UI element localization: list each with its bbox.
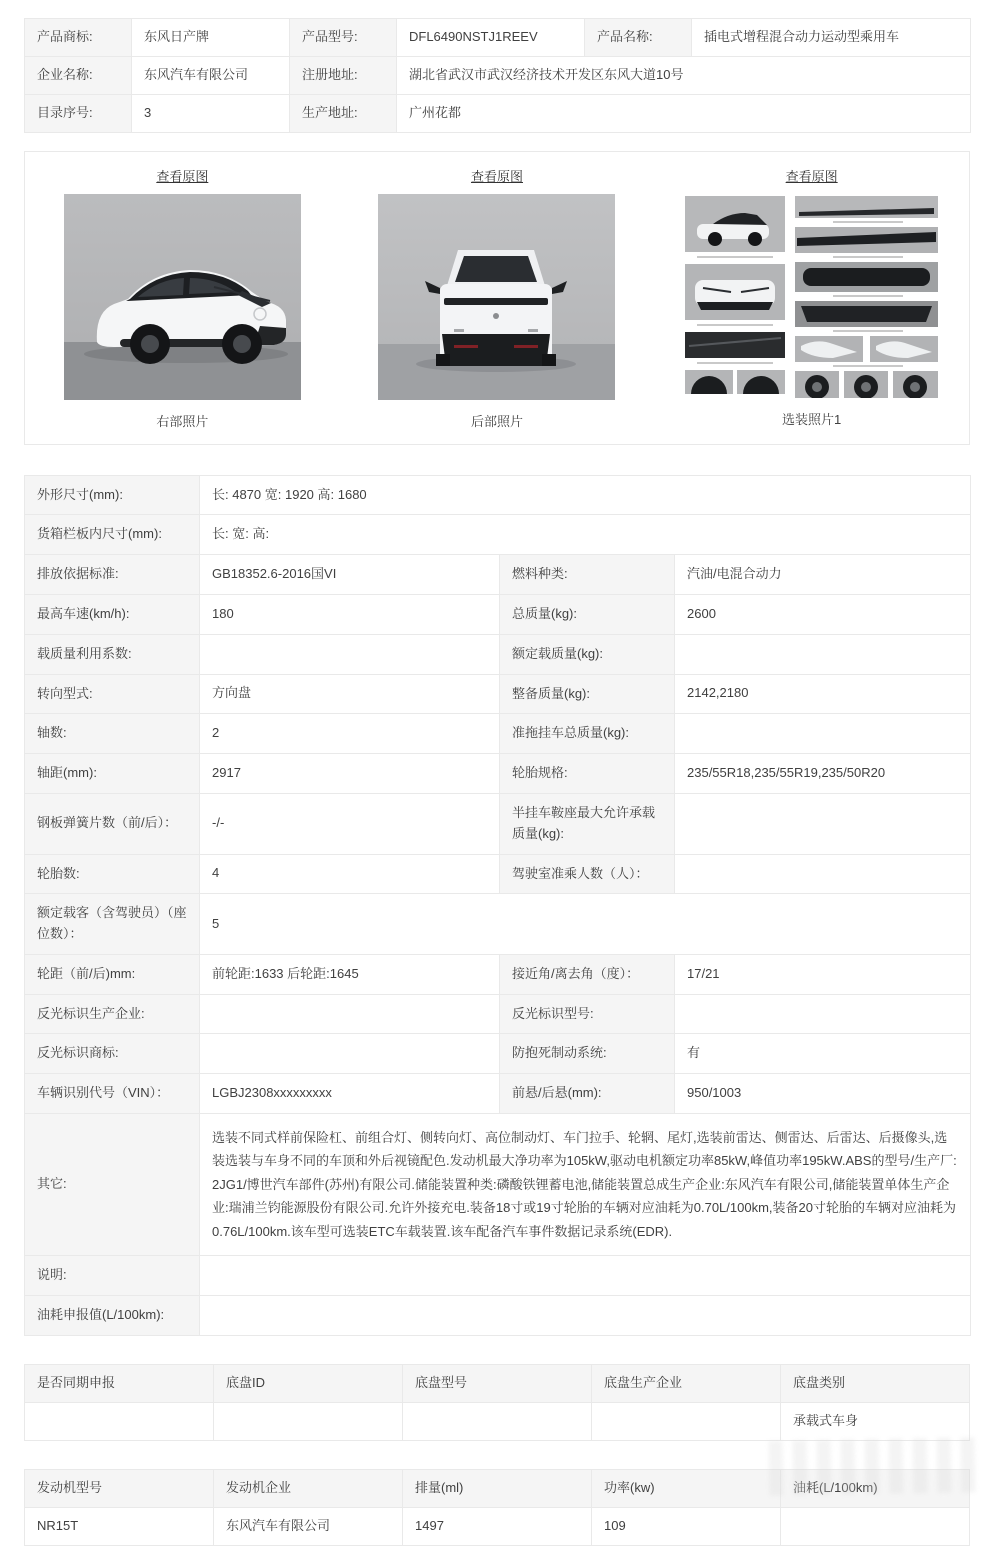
- chassis-header-model: 底盘型号: [403, 1364, 592, 1402]
- rated-passengers-label: 额定载客（含驾驶员）（座位数）：: [25, 894, 200, 955]
- reflective-marking-brand-label: 反光标识商标:: [25, 1034, 200, 1074]
- tire-count-label: 轮胎数:: [25, 854, 200, 894]
- max-speed-value: 180: [200, 594, 500, 634]
- wheelbase-value: 2917: [200, 754, 500, 794]
- photo-column-side: [25, 158, 340, 430]
- reflective-marking-model-value: [675, 994, 971, 1034]
- chassis-category-value: 承载式车身: [781, 1402, 970, 1440]
- abs-value: 有: [675, 1034, 971, 1074]
- table-row: [25, 954, 971, 994]
- table-row: [25, 854, 971, 894]
- optional-collage-photo[interactable]: [683, 194, 940, 398]
- tire-spec-label: 轮胎规格:: [500, 754, 675, 794]
- emission-standard-label: 排放依据标准:: [25, 555, 200, 595]
- engine-table: [24, 1469, 970, 1546]
- fuel-consumption-declared-label: 油耗申报值(L/100km):: [25, 1295, 200, 1335]
- chassis-same-period-value: [25, 1402, 214, 1440]
- table-row: [25, 19, 971, 57]
- table-row: [25, 1507, 970, 1545]
- engine-maker-value: 东风汽车有限公司: [214, 1507, 403, 1545]
- vehicle-photos-section: [24, 151, 970, 445]
- vin-label: 车辆识别代号（VIN）：: [25, 1074, 200, 1114]
- engine-header-fuel-consumption: 油耗(L/100km): [781, 1469, 970, 1507]
- table-row: [25, 894, 971, 955]
- chassis-maker-value: [592, 1402, 781, 1440]
- reflective-marking-model-label: 反光标识型号:: [500, 994, 675, 1034]
- table-row: [25, 56, 971, 94]
- other-label: 其它:: [25, 1114, 200, 1256]
- photo-caption: 后部照片: [470, 413, 523, 429]
- engine-header-maker: 发动机企业: [214, 1469, 403, 1507]
- cab-seating-label: 驾驶室准乘人数（人）：: [500, 854, 675, 894]
- axle-count-label: 轴数:: [25, 714, 200, 754]
- steering-type-value: 方向盘: [200, 674, 500, 714]
- fuel-type-label: 燃料种类:: [500, 555, 675, 595]
- load-utilization-label: 载质量利用系数:: [25, 634, 200, 674]
- vin-value: LGBJ2308xxxxxxxxx: [200, 1074, 500, 1114]
- engine-power-value: 109: [592, 1507, 781, 1545]
- engine-fuel-consumption-value: [781, 1507, 970, 1545]
- remarks-label: 说明:: [25, 1256, 200, 1296]
- curb-mass-label: 整备质量(kg):: [500, 674, 675, 714]
- emission-standard-value: GB18352.6-2016国VI: [200, 555, 500, 595]
- table-row: [25, 1295, 971, 1335]
- table-row: [25, 1402, 970, 1440]
- trailer-mass-label: 准拖挂车总质量(kg):: [500, 714, 675, 754]
- model-label: 产品型号:: [290, 19, 397, 57]
- side-photo[interactable]: [64, 194, 301, 400]
- table-row: [25, 793, 971, 854]
- chassis-header-same-period: 是否同期申报: [25, 1364, 214, 1402]
- leaf-spring-value: -/-: [200, 793, 500, 854]
- production-address-label: 生产地址:: [290, 94, 397, 132]
- load-utilization-value: [200, 634, 500, 674]
- gross-mass-value: 2600: [675, 594, 971, 634]
- table-row: [25, 515, 971, 555]
- trailer-mass-value: [675, 714, 971, 754]
- leaf-spring-label: 钢板弹簧片数（前/后）：: [25, 793, 200, 854]
- table-row: [25, 594, 971, 634]
- table-row: [25, 1074, 971, 1114]
- table-row: [25, 94, 971, 132]
- table-row: [25, 1114, 971, 1256]
- brand-label: 产品商标:: [25, 19, 132, 57]
- table-row: [25, 1034, 971, 1074]
- production-address-value: 广州花都: [397, 94, 971, 132]
- abs-label: 防抱死制动系统:: [500, 1034, 675, 1074]
- table-row: [25, 634, 971, 674]
- product-identity-table: [24, 18, 971, 133]
- view-original-link[interactable]: 查看原图: [785, 168, 838, 184]
- engine-model-value: NR15T: [25, 1507, 214, 1545]
- tire-count-value: 4: [200, 854, 500, 894]
- cargo-box-dimensions-value: 长: 宽: 高:: [200, 515, 971, 555]
- photo-column-optional: [654, 158, 969, 430]
- brand-value: 东风日产牌: [132, 19, 290, 57]
- product-name-label: 产品名称:: [585, 19, 692, 57]
- max-speed-label: 最高车速(km/h):: [25, 594, 200, 634]
- saddle-load-value: [675, 793, 971, 854]
- track-width-label: 轮距（前/后)mm:: [25, 954, 200, 994]
- approach-angle-value: 17/21: [675, 954, 971, 994]
- view-original-link[interactable]: 查看原图: [470, 168, 523, 184]
- table-row: [25, 754, 971, 794]
- table-row: [25, 994, 971, 1034]
- dimensions-label: 外形尺寸(mm):: [25, 475, 200, 515]
- catalog-number-value: 3: [132, 94, 290, 132]
- engine-header-displacement: 排量(ml): [403, 1469, 592, 1507]
- cab-seating-value: [675, 854, 971, 894]
- tire-spec-value: 235/55R18,235/55R19,235/50R20: [675, 754, 971, 794]
- dimensions-value: 长: 4870 宽: 1920 高: 1680: [200, 475, 971, 515]
- other-value: 选装不同式样前保险杠、前组合灯、侧转向灯、高位制动灯、车门拉手、轮辋、尾灯,选装前雷达、侧雷达、后雷达、后摄像头,选装选装与车身不同的车顶和外后视镜配色.发动机最大净功率为105kW,驱动电机额定功率85kW,峰值功率195kW.ABS的型号/生产厂:2JG1/博世汽车部件(苏州)有限公司.储能装置种类:磷酸铁锂蓄电池,储能装置总成生产企业:东风汽车有限公司,储能装置单体生产企业:瑞浦兰钧能源股份有限公司.允许外接充电.装备18寸或19寸轮胎的车辆对应油耗为0.70L/100km,装备20寸轮胎的车辆对应油耗为0.76L/100km.该车型可选装ETC车载装置.该车配备汽车事件数据记录系统(EDR).: [200, 1114, 971, 1256]
- reflective-marking-brand-value: [200, 1034, 500, 1074]
- table-row: [25, 1364, 970, 1402]
- registered-address-label: 注册地址:: [290, 56, 397, 94]
- cargo-box-dimensions-label: 货箱栏板内尺寸(mm):: [25, 515, 200, 555]
- rated-passengers-value: 5: [200, 894, 971, 955]
- chassis-header-id: 底盘ID: [214, 1364, 403, 1402]
- remarks-value: [200, 1256, 971, 1296]
- registered-address-value: 湖北省武汉市武汉经济技术开发区东风大道10号: [397, 56, 971, 94]
- company-label: 企业名称:: [25, 56, 132, 94]
- chassis-header-maker: 底盘生产企业: [592, 1364, 781, 1402]
- specification-table: [24, 475, 971, 1336]
- model-value: DFL6490NSTJ1REEV: [397, 19, 585, 57]
- rated-load-value: [675, 634, 971, 674]
- gross-mass-label: 总质量(kg):: [500, 594, 675, 634]
- engine-header-model: 发动机型号: [25, 1469, 214, 1507]
- curb-mass-value: 2142,2180: [675, 674, 971, 714]
- table-row: [25, 674, 971, 714]
- chassis-id-value: [214, 1402, 403, 1440]
- rated-load-label: 额定载质量(kg):: [500, 634, 675, 674]
- steering-type-label: 转向型式:: [25, 674, 200, 714]
- table-row: [25, 555, 971, 595]
- wheelbase-label: 轴距(mm):: [25, 754, 200, 794]
- engine-displacement-value: 1497: [403, 1507, 592, 1545]
- fuel-consumption-declared-value: [200, 1295, 971, 1335]
- chassis-table: [24, 1364, 970, 1441]
- overhang-label: 前悬/后悬(mm):: [500, 1074, 675, 1114]
- table-row: [25, 475, 971, 515]
- chassis-header-category: 底盘类别: [781, 1364, 970, 1402]
- photo-caption: 选装照片1: [782, 411, 842, 427]
- table-row: [25, 1469, 970, 1507]
- reflective-marking-maker-value: [200, 994, 500, 1034]
- reflective-marking-maker-label: 反光标识生产企业:: [25, 994, 200, 1034]
- engine-header-power: 功率(kw): [592, 1469, 781, 1507]
- product-name-value: 插电式增程混合动力运动型乘用车: [692, 19, 971, 57]
- catalog-number-label: 目录序号:: [25, 94, 132, 132]
- axle-count-value: 2: [200, 714, 500, 754]
- track-width-value: 前轮距:1633 后轮距:1645: [200, 954, 500, 994]
- table-row: [25, 1256, 971, 1296]
- company-value: 东风汽车有限公司: [132, 56, 290, 94]
- photo-caption: 右部照片: [156, 413, 209, 429]
- overhang-value: 950/1003: [675, 1074, 971, 1114]
- chassis-model-value: [403, 1402, 592, 1440]
- view-original-link[interactable]: 查看原图: [156, 168, 209, 184]
- approach-angle-label: 接近角/离去角（度）：: [500, 954, 675, 994]
- saddle-load-label: 半挂车鞍座最大允许承载质量(kg):: [500, 793, 675, 854]
- fuel-type-value: 汽油/电混合动力: [675, 555, 971, 595]
- table-row: [25, 714, 971, 754]
- rear-photo[interactable]: [378, 194, 615, 400]
- photo-column-rear: [340, 158, 655, 430]
